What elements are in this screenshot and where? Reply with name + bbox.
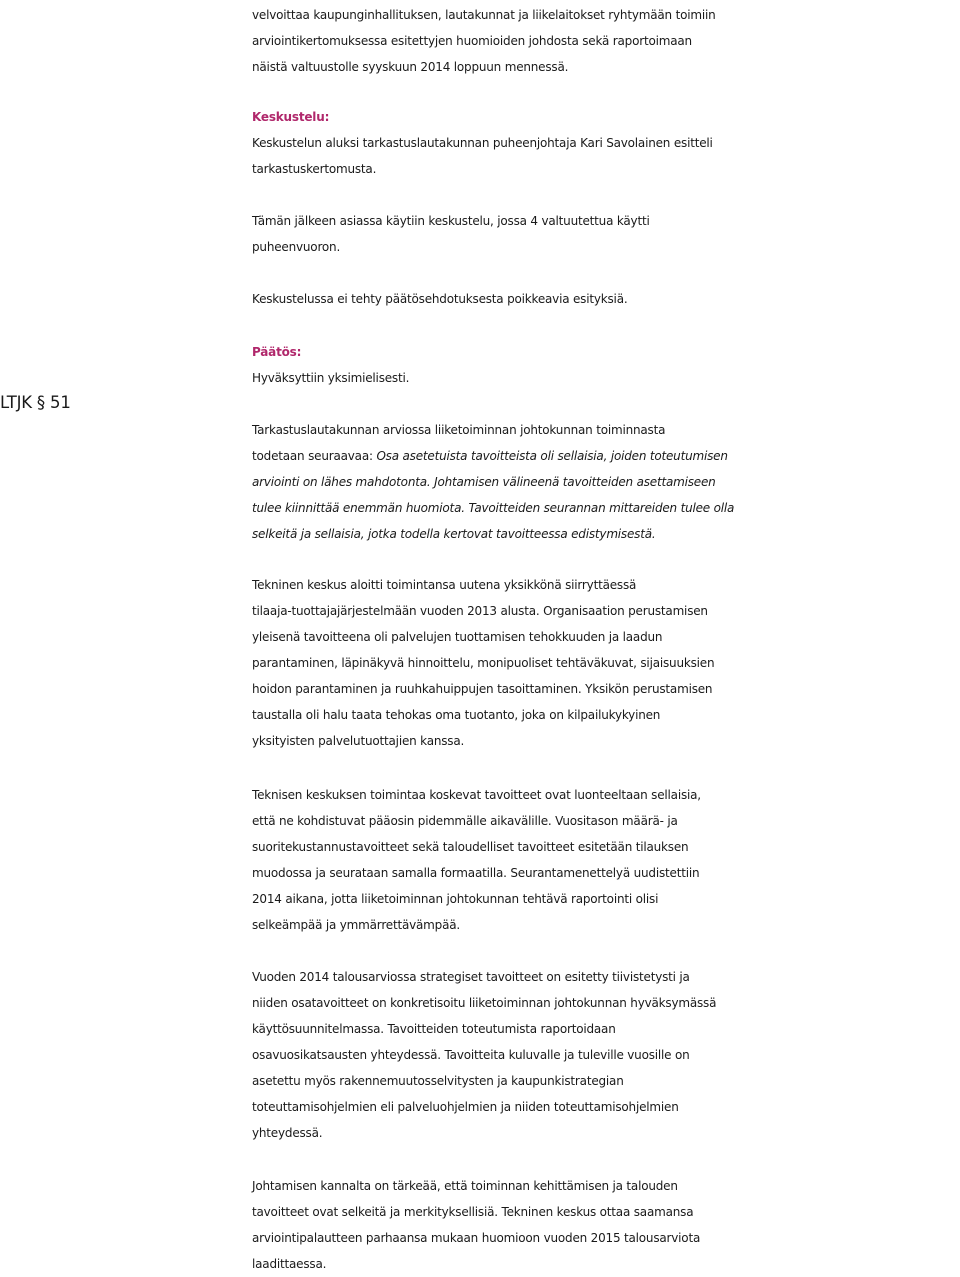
text-line: Tämän jälkeen asiassa käytiin keskustelu, jossa 4 valtuutettua käytti xyxy=(252,214,650,228)
text-line: arviointipalautteen parhaansa mukaan huomioon vuoden 2015 talousarviota xyxy=(252,1231,701,1245)
keskustelu-section xyxy=(252,104,960,182)
paatos-text: Hyväksyttiin yksimielisesti. xyxy=(252,371,410,385)
text-line: taustalla oli halu taata tehokas oma tuotanto, joka on kilpailukykyinen xyxy=(252,708,661,722)
arvio-paragraph xyxy=(252,417,960,547)
text-line: yhteydessä. xyxy=(252,1126,323,1140)
text-line: Vuoden 2014 talousarviossa strategiset tavoitteet on esitetty tiivistetysti ja xyxy=(252,970,690,984)
text-line: Teknisen keskuksen toimintaa koskevat tavoitteet ovat luonteeltaan sellaisia, xyxy=(252,788,701,802)
text-line: toteuttamisohjelmien eli palveluohjelmien ja niiden toteuttamisohjelmien xyxy=(252,1100,679,1114)
text-line: selkeämpää ja ymmärrettävämpää. xyxy=(252,918,461,932)
text-line: Tarkastuslautakunnan arviossa liiketoiminnan johtokunnan toiminnasta xyxy=(252,423,666,437)
quote-text: Osa asetetuista tavoitteista oli sellaisia, joiden toteutumisen xyxy=(376,449,728,463)
text-line: Keskustelussa ei tehty päätösehdotuksesta poikkeavia esityksiä. xyxy=(252,292,628,306)
body-paragraph-3 xyxy=(252,964,960,1146)
text-line: näistä valtuustolle syyskuun 2014 loppuun mennessä. xyxy=(252,60,569,74)
quote-line: arviointi on lähes mahdotonta. Johtamisen välineenä tavoitteiden asettamiseen xyxy=(252,475,716,489)
keskustelu-heading: Keskustelu: xyxy=(252,110,330,124)
text-line: velvoittaa kaupunginhallituksen, lautakunnat ja liikelaitokset ryhtymään toimiin xyxy=(252,8,716,22)
text-line: että ne kohdistuvat pääosin pidemmälle aikavälille. Vuositason määrä- ja xyxy=(252,814,678,828)
text-line: asetettu myös rakennemuutosselvitysten ja kaupunkistrategian xyxy=(252,1074,624,1088)
text-line: Tekninen keskus aloitti toimintansa uutena yksikkönä siirryttäessä xyxy=(252,578,637,592)
text-line: tarkastuskertomusta. xyxy=(252,162,377,176)
text-line: yleisenä tavoitteena oli palvelujen tuottamisen tehokkuuden ja laadun xyxy=(252,630,663,644)
quote-line: tulee kiinnittää enemmän huomiota. Tavoitteiden seurannan mittareiden tulee olla xyxy=(252,501,735,515)
text-line: tilaaja-tuottajajärjestelmään vuoden 2013 alusta. Organisaation perustamisen xyxy=(252,604,708,618)
text-line xyxy=(252,443,960,469)
text-line: niiden osatavoitteet on konkretisoitu liiketoiminnan johtokunnan hyväksymässä xyxy=(252,996,717,1010)
text-line: Johtamisen kannalta on tärkeää, että toiminnan kehittämisen ja talouden xyxy=(252,1179,678,1193)
text-line: osavuosikatsausten yhteydessä. Tavoitteita kuluvalle ja tuleville vuosille on xyxy=(252,1048,690,1062)
text-line: tavoitteet ovat selkeitä ja merkityksellisiä. Tekninen keskus ottaa saamansa xyxy=(252,1205,694,1219)
text-line: yksityisten palvelutuottajien kanssa. xyxy=(252,734,465,748)
keskustelu-paragraph-2 xyxy=(252,208,960,260)
body-paragraph-1 xyxy=(252,572,960,754)
text-line: arviointikertomuksessa esitettyjen huomioiden johdosta sekä raportoimaan xyxy=(252,34,692,48)
keskustelu-paragraph-3 xyxy=(252,286,960,312)
text-line: 2014 aikana, jotta liiketoiminnan johtokunnan tehtävä raportointi olisi xyxy=(252,892,659,906)
text-line: suoritekustannustavoitteet sekä taloudelliset tavoitteet esitetään tilauksen xyxy=(252,840,689,854)
paatos-section xyxy=(252,339,960,391)
text-line: hoidon parantaminen ja ruuhkahuippujen tasoittaminen. Yksikön perustamisen xyxy=(252,682,713,696)
text-line: käyttösuunnitelmassa. Tavoitteiden toteutumista raportoidaan xyxy=(252,1022,616,1036)
section-reference: LTJK § 51 xyxy=(0,393,71,412)
text-line: puheenvuoron. xyxy=(252,240,341,254)
text-line: laadittaessa. xyxy=(252,1257,327,1271)
text-line: muodossa ja seurataan samalla formaatilla. Seurantamenettelyä uudistettiin xyxy=(252,866,700,880)
body-paragraph-2 xyxy=(252,782,960,938)
intro-paragraph xyxy=(252,2,960,80)
text-line: Keskustelun aluksi tarkastuslautakunnan puheenjohtaja Kari Savolainen esitteli xyxy=(252,136,713,150)
body-paragraph-4 xyxy=(252,1173,960,1277)
text-normal: todetaan seuraavaa: xyxy=(252,449,377,463)
paatos-heading: Päätös: xyxy=(252,345,302,359)
quote-line: selkeitä ja sellaisia, jotka todella kertovat tavoitteessa edistymisestä. xyxy=(252,527,656,541)
text-line: parantaminen, läpinäkyvä hinnoittelu, monipuoliset tehtäväkuvat, sijaisuuksien xyxy=(252,656,715,670)
